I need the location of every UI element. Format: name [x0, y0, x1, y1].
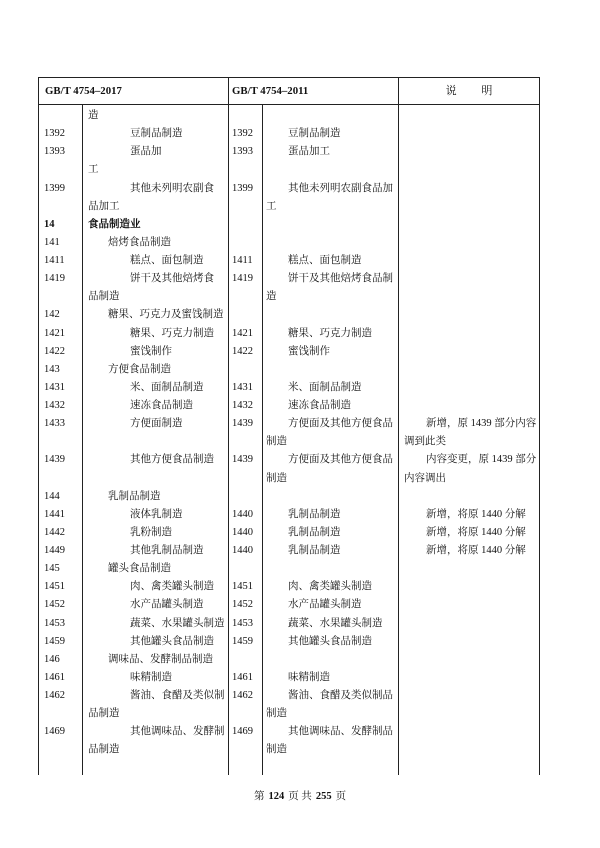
- table-line: [38, 306, 540, 324]
- note-text: 新增，将原 1440 分解: [426, 526, 526, 538]
- name-2011: 蜜饯制作: [288, 345, 330, 357]
- table-entry: [38, 143, 540, 179]
- code-2017: 1469: [44, 726, 65, 738]
- table-line: [38, 633, 540, 651]
- table-line: [38, 216, 540, 234]
- name-2011: 豆制品制造: [288, 128, 341, 140]
- name-2017: 食品制造业: [88, 218, 141, 230]
- name-2017: 焙烤食品制造: [108, 236, 171, 248]
- table-line: [38, 451, 540, 469]
- table-line: [38, 615, 540, 633]
- code-2017: 1432: [44, 400, 65, 411]
- table-line: [38, 125, 540, 143]
- table-entry: [38, 687, 540, 723]
- name-2017: 味精制造: [130, 671, 172, 683]
- note-text: 内容调出: [404, 472, 446, 484]
- code-2011: 1469: [232, 726, 253, 738]
- table-entry: [38, 234, 540, 252]
- table-entry: [38, 615, 540, 633]
- table-entry: [38, 596, 540, 614]
- code-2017: 1452: [44, 599, 65, 611]
- table-line: [38, 596, 540, 614]
- name-2011: 酱油、食醋及类似制品: [288, 690, 393, 701]
- name-2017: 液体乳制造: [130, 508, 183, 520]
- code-2017: 1441: [44, 508, 65, 520]
- note-text: 内容变更，原 1439 部分: [426, 454, 537, 466]
- name-2011: 米、面制品制造: [288, 381, 362, 393]
- table-line: [38, 288, 540, 306]
- code-2017: 1462: [44, 690, 65, 701]
- code-2011: 1461: [232, 671, 253, 683]
- name-2011: 乳制品制造: [288, 526, 341, 538]
- name-2017: 其他未列明农副食: [130, 182, 214, 194]
- name-2017: 乳粉制造: [130, 526, 172, 538]
- name-2017: 其他调味品、发酵制: [130, 726, 225, 738]
- table-line: [38, 542, 540, 560]
- header-bottom-border: [38, 104, 540, 105]
- code-2011: 1452: [232, 599, 253, 611]
- table-entry: [38, 270, 540, 306]
- name-2011: 肉、禽类罐头制造: [288, 581, 372, 593]
- name-2017: 豆制品制造: [130, 128, 183, 140]
- footer-prefix: 第: [253, 791, 265, 802]
- code-2017: 1461: [44, 671, 65, 683]
- table-entry: [38, 397, 540, 415]
- name-2011: 制造: [266, 436, 287, 448]
- table-entry: [38, 252, 540, 270]
- name-2011: 方便面及其他方便食品: [288, 454, 393, 466]
- name-2011: 糖果、巧克力制造: [288, 327, 372, 339]
- name-2011: 蛋品加工: [288, 146, 330, 158]
- table-entry: [38, 451, 540, 487]
- table-entry: [38, 633, 540, 651]
- table-entry: [38, 361, 540, 379]
- name-2017: 其他罐头食品制造: [130, 635, 214, 647]
- name-2017: 品加工: [88, 200, 120, 212]
- name-2011: 造: [266, 291, 277, 303]
- table-line: [38, 325, 540, 343]
- footer-page-number: 124: [268, 791, 285, 802]
- name-2011: 其他罐头食品制造: [288, 635, 372, 647]
- header-note: 说 明: [445, 85, 493, 97]
- comparison-table: [38, 77, 540, 775]
- code-2017: 1439: [44, 454, 65, 466]
- code-2011: 1439: [232, 418, 253, 430]
- table-line: [38, 252, 540, 270]
- table-entry: [38, 651, 540, 669]
- name-2011: 方便面及其他方便食品: [288, 418, 393, 430]
- code-2017: 144: [44, 490, 60, 502]
- note-text: 新增，原 1439 部分内容: [426, 418, 537, 430]
- name-2017: 蔬菜、水果罐头制造: [130, 617, 225, 629]
- name-2011: 乳制品制造: [288, 508, 341, 520]
- name-2011: 速冻食品制造: [288, 400, 351, 411]
- name-2017: 蜜饯制作: [130, 345, 172, 357]
- table-line: [38, 669, 540, 687]
- name-2011: 制造: [266, 472, 287, 484]
- table-entry: [38, 343, 540, 361]
- name-2017: 酱油、食醋及类似制: [130, 690, 225, 701]
- name-2017: 品制造: [88, 708, 120, 720]
- code-2017: 1433: [44, 418, 65, 430]
- table-entry: [38, 379, 540, 397]
- code-2011: 1462: [232, 690, 253, 701]
- table-line: [38, 270, 540, 288]
- table-line: [38, 524, 540, 542]
- name-2011: 蔬菜、水果罐头制造: [288, 617, 383, 629]
- table-line: [38, 234, 540, 252]
- table-body: [38, 107, 540, 760]
- code-2017: 1431: [44, 381, 65, 393]
- name-2011: 饼干及其他焙烤食品制: [288, 273, 393, 285]
- table-line: [38, 361, 540, 379]
- table-line: [38, 578, 540, 596]
- code-2017: 1392: [44, 128, 65, 140]
- code-2017: 1451: [44, 581, 65, 593]
- code-2017: 142: [44, 309, 60, 321]
- footer-total-pages: 255: [315, 791, 332, 802]
- code-2011: 1431: [232, 381, 253, 393]
- name-2011: 制造: [266, 708, 287, 720]
- table-entry: [38, 107, 540, 125]
- header-gbt-2017: GB/T 4754–2017: [45, 85, 122, 97]
- header-gbt-2011: GB/T 4754–2011: [232, 85, 309, 97]
- code-2011: 1451: [232, 581, 253, 593]
- footer-middle: 页 共: [288, 791, 312, 802]
- name-2017: 罐头食品制造: [108, 563, 171, 575]
- table-line: [38, 488, 540, 506]
- table-line: [38, 741, 540, 759]
- code-2017: 1419: [44, 273, 65, 285]
- name-2017: 糖果、巧克力制造: [130, 327, 214, 339]
- name-2017: 蛋品加: [130, 146, 162, 158]
- code-2011: 1440: [232, 526, 253, 538]
- table-entry: [38, 542, 540, 560]
- name-2011: 乳制品制造: [288, 545, 341, 556]
- code-2011: 1421: [232, 327, 253, 339]
- code-2017: 1399: [44, 182, 65, 194]
- code-2017: 1449: [44, 545, 65, 556]
- name-2017: 品制造: [88, 291, 120, 303]
- table-line: [38, 143, 540, 161]
- table-line: [38, 343, 540, 361]
- code-2017: 1453: [44, 617, 65, 629]
- code-2017: 1442: [44, 526, 65, 538]
- table-line: [38, 651, 540, 669]
- table-line: [38, 723, 540, 741]
- page-footer: [0, 790, 600, 804]
- name-2017: 速冻食品制造: [130, 400, 193, 411]
- name-2011: 其他调味品、发酵制品: [288, 726, 393, 738]
- table-line: [38, 415, 540, 433]
- name-2017: 乳制品制造: [108, 490, 161, 502]
- code-2017: 143: [44, 363, 60, 375]
- name-2011: 水产品罐头制造: [288, 599, 362, 611]
- code-2011: 1453: [232, 617, 253, 629]
- note-text: 调到此类: [404, 436, 446, 448]
- table-line: [38, 198, 540, 216]
- table-entry: [38, 488, 540, 506]
- name-2017: 饼干及其他焙烤食: [130, 273, 214, 285]
- table-entry: [38, 325, 540, 343]
- table-entry: [38, 669, 540, 687]
- name-2017: 工: [88, 164, 99, 176]
- table-entry: [38, 578, 540, 596]
- name-2011: 制造: [266, 744, 287, 756]
- name-2017: 糕点、面包制造: [130, 255, 204, 266]
- name-2017: 糖果、巧克力及蜜饯制造: [108, 309, 224, 321]
- name-2017: 其他乳制品制造: [130, 545, 204, 556]
- name-2017: 调味品、发酵制品制造: [108, 653, 213, 665]
- code-2011: 1422: [232, 345, 253, 357]
- table-line: [38, 433, 540, 451]
- table-entry: [38, 125, 540, 143]
- table-line: [38, 107, 540, 125]
- code-2017: 14: [44, 218, 55, 230]
- code-2017: 1459: [44, 635, 65, 647]
- code-2011: 1432: [232, 400, 253, 411]
- table-entry: [38, 506, 540, 524]
- code-2011: 1419: [232, 273, 253, 285]
- name-2017: 造: [88, 110, 99, 121]
- name-2017: 方便面制造: [130, 418, 183, 430]
- note-text: 新增，将原 1440 分解: [426, 545, 526, 556]
- code-2017: 141: [44, 236, 60, 248]
- code-2011: 1440: [232, 508, 253, 520]
- table-entry: [38, 180, 540, 216]
- code-2011: 1399: [232, 182, 253, 194]
- code-2017: 145: [44, 563, 60, 575]
- table-entry: [38, 560, 540, 578]
- name-2011: 味精制造: [288, 671, 330, 683]
- code-2011: 1393: [232, 146, 253, 158]
- name-2017: 方便食品制造: [108, 363, 171, 375]
- table-line: [38, 180, 540, 198]
- code-2011: 1440: [232, 545, 253, 556]
- table-entry: [38, 216, 540, 234]
- name-2017: 其他方便食品制造: [130, 454, 214, 466]
- table-entry: [38, 415, 540, 451]
- name-2017: 肉、禽类罐头制造: [130, 581, 214, 593]
- table-line: [38, 470, 540, 488]
- name-2017: 品制造: [88, 744, 120, 756]
- code-2011: 1411: [232, 255, 253, 266]
- code-2011: 1459: [232, 635, 253, 647]
- table-line: [38, 506, 540, 524]
- code-2017: 1421: [44, 327, 65, 339]
- code-2011: 1439: [232, 454, 253, 466]
- name-2017: 水产品罐头制造: [130, 599, 204, 611]
- table-entry: [38, 723, 540, 759]
- table-line: [38, 379, 540, 397]
- code-2017: 1393: [44, 146, 65, 158]
- code-2017: 1422: [44, 345, 65, 357]
- name-2011: 其他未列明农副食品加: [288, 182, 393, 194]
- code-2017: 1411: [44, 255, 65, 266]
- name-2011: 工: [266, 200, 277, 212]
- table-line: [38, 687, 540, 705]
- footer-suffix: 页: [335, 791, 347, 802]
- code-2011: 1392: [232, 128, 253, 140]
- table-line: [38, 397, 540, 415]
- table-entry: [38, 524, 540, 542]
- code-2017: 146: [44, 653, 60, 665]
- table-line: [38, 705, 540, 723]
- name-2017: 米、面制品制造: [130, 381, 204, 393]
- name-2011: 糕点、面包制造: [288, 255, 362, 266]
- table-entry: [38, 306, 540, 324]
- table-line: [38, 161, 540, 179]
- table-header: [38, 77, 540, 104]
- note-text: 新增，将原 1440 分解: [426, 508, 526, 520]
- table-line: [38, 560, 540, 578]
